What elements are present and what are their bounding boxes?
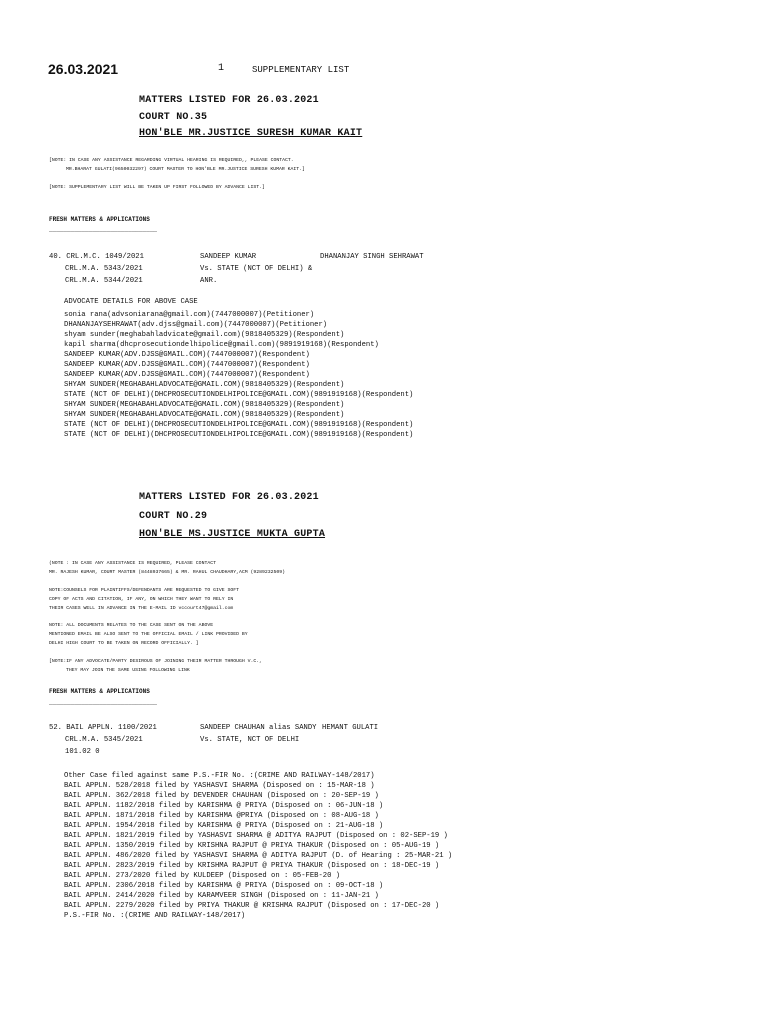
advocate-detail-line: DHANANJAYSEHRAWAT(adv.djss@gmail.com)(7447000007)(Petitioner) — [64, 321, 328, 329]
court2-matters-listed: MATTERS LISTED FOR 26.03.2021 — [139, 492, 319, 503]
advocate-detail-line: sonia rana(advsoniarana@gmail.com)(7447000007)(Petitioner) — [64, 311, 315, 319]
page-number: 1 — [218, 63, 225, 74]
court2-other-cases-list — [64, 771, 452, 921]
court1-section-rule: ______________________________ — [49, 226, 158, 233]
other-case-line: BAIL APPLN. 1871/2018 filed by KARISHMA @PRIYA (Disposed on : 08-AUG-18 ) — [64, 812, 379, 820]
other-case-line: P.S.-FIR No. :(CRIME AND RAILWAY-148/2017) — [64, 912, 246, 920]
advocate-detail-line: STATE (NCT OF DELHI)(DHCPROSECUTIONDELHIPOLICE@GMAIL.COM)(9891919168)(Respondent) — [64, 421, 414, 429]
court1-case-advocate: DHANANJAY SINGH SEHRAWAT — [320, 253, 424, 261]
other-case-line: BAIL APPLN. 1350/2019 filed by KRISHNA RAJPUT @ PRIYA THAKUR (Disposed on : 05-AUG-19 ) — [64, 842, 440, 850]
court1-court-number: COURT NO.35 — [139, 112, 208, 123]
other-case-line: BAIL APPLN. 486/2020 filed by YASHASVI SHARMA @ ADITYA RAJPUT (D. of Hearing : 25-MAR-21 ) — [64, 852, 453, 860]
advocate-detail-line: SHYAM SUNDER(MEGHABAHLADVOCATE@GMAIL.COM)(9818405329)(Respondent) — [64, 381, 345, 389]
other-case-line: BAIL APPLN. 1954/2018 filed by KARISHMA @ PRIYA (Disposed on : 21-AUG-18 ) — [64, 822, 384, 830]
court1-advocate-details-title: ADVOCATE DETAILS FOR ABOVE CASE — [64, 298, 198, 306]
court1-case-parties: SANDEEP KUMAR Vs. STATE (NCT OF DELHI) & ANR. — [200, 253, 313, 285]
other-case-line: BAIL APPLN. 2823/2019 filed by KRISHMA RAJPUT @ PRIYA THAKUR (Disposed on : 18-DEC-19 ) — [64, 862, 440, 870]
court2-note-documents: NOTE: ALL DOCUMENTS RELATES TO THE CASE SENT ON THE ABOVE MENTIONED EMAIL BE ALSO SENT TO THE OFFICIAL EMAIL / LINK PROVIDED BY DELHI HIGH COURT TO BE TAKEN ON RECORD OFFICIALLY. ] — [49, 623, 248, 646]
court1-judge-name: HON'BLE MR.JUSTICE SURESH KUMAR KAIT — [139, 128, 363, 139]
court2-case-advocate: HEMANT GULATI — [322, 724, 379, 732]
court1-case-number: 40. CRL.M.C. 1049/2021 CRL.M.A. 5343/2021 CRL.M.A. 5344/2021 — [49, 253, 144, 285]
list-type: SUPPLEMENTARY LIST — [252, 65, 350, 75]
court2-note-soft-copy: NOTE:COUNSELS FOR PLAINTIFFS/DEFENDANTS ARE REQUESTED TO GIVE SOFT COPY OF ACTS AND CITATION, IF ANY, ON WHICH THEY WANT TO RELY IN THEIR CASES WELL IN ADVANCE IN THE E-MAIL ID vccourt47@gmail.com — [49, 588, 239, 611]
court2-case-parties: SANDEEP CHAUHAN alias SANDY Vs. STATE, NCT OF DELHI — [200, 724, 317, 744]
advocate-detail-line: SANDEEP KUMAR(ADV.DJSS@GMAIL.COM)(7447000007)(Respondent) — [64, 351, 310, 359]
advocate-detail-line: STATE (NCT OF DELHI)(DHCPROSECUTIONDELHIPOLICE@GMAIL.COM)(9891919168)(Respondent) — [64, 391, 414, 399]
court2-court-number: COURT NO.29 — [139, 511, 208, 522]
advocate-detail-line: SHYAM SUNDER(MEGHABAHLADVOCATE@GMAIL.COM)(9818405329)(Respondent) — [64, 401, 345, 409]
advocate-detail-line: SHYAM SUNDER(MEGHABAHLADVOCATE@GMAIL.COM)(9818405329)(Respondent) — [64, 411, 345, 419]
advocate-detail-line: SANDEEP KUMAR(ADV.DJSS@GMAIL.COM)(7447000007)(Respondent) — [64, 371, 310, 379]
advocate-detail-line: STATE (NCT OF DELHI)(DHCPROSECUTIONDELHIPOLICE@GMAIL.COM)(9891919168)(Respondent) — [64, 431, 414, 439]
other-case-line: BAIL APPLN. 2306/2018 filed by KARISHMA @ PRIYA (Disposed on : 09-OCT-18 ) — [64, 882, 384, 890]
other-case-line: BAIL APPLN. 362/2018 filed by DEVENDER CHAUHAN (Disposed on : 20-SEP-19 ) — [64, 792, 379, 800]
other-case-line: BAIL APPLN. 1821/2019 filed by YASHASVI SHARMA @ ADITYA RAJPUT (Disposed on : 02-SEP-19 ) — [64, 832, 448, 840]
other-case-line: BAIL APPLN. 2414/2020 filed by KARAMVEER SINGH (Disposed on : 11-JAN-21 ) — [64, 892, 379, 900]
advocate-detail-line: SANDEEP KUMAR(ADV.DJSS@GMAIL.COM)(7447000007)(Respondent) — [64, 361, 310, 369]
other-case-line: BAIL APPLN. 1182/2018 filed by KARISHMA @ PRIYA (Disposed on : 06-JUN-18 ) — [64, 802, 384, 810]
court2-judge-name: HON'BLE MS.JUSTICE MUKTA GUPTA — [139, 529, 326, 540]
other-case-line: BAIL APPLN. 528/2018 filed by YASHASVI SHARMA (Disposed on : 15-MAR-18 ) — [64, 782, 375, 790]
advocate-detail-line: shyam sunder(meghabahladvicate@gmail.com)(9818405329)(Respondent) — [64, 331, 345, 339]
court1-matters-listed: MATTERS LISTED FOR 26.03.2021 — [139, 95, 319, 106]
court2-section-rule: ______________________________ — [49, 699, 158, 706]
court1-note-supplementary: [NOTE: SUPPLEMENTARY LIST WILL BE TAKEN UP FIRST FOLLOWED BY ADVANCE LIST.] — [49, 185, 265, 190]
other-case-line: Other Case filed against same P.S.-FIR No. :(CRIME AND RAILWAY-148/2017) — [64, 772, 375, 780]
court1-advocate-details-list — [64, 310, 413, 440]
other-case-line: BAIL APPLN. 2279/2020 filed by PRIYA THAKUR @ KRISHMA RAJPUT (Disposed on : 17-DEC-20 ) — [64, 902, 440, 910]
other-case-line: BAIL APPLN. 273/2020 filed by KULDEEP (Disposed on : 05-FEB-20 ) — [64, 872, 341, 880]
list-date: 26.03.2021 — [48, 61, 119, 77]
court2-note-assistance: (NOTE : IN CASE ANY ASSISTANCE IS REQUIRED, PLEASE CONTACT MR. RAJESH KUMAR, COURT MASTER (8448937665) & MR. RAHUL CHAUDHARY,ACM (9289232509) — [49, 561, 286, 575]
court2-case-number: 52. BAIL APPLN. 1100/2021 CRL.M.A. 5345/2021 101.02 0 — [49, 724, 157, 756]
court1-section-title: FRESH MATTERS & APPLICATIONS — [49, 216, 150, 223]
court2-note-vc-link: [NOTE:IF ANY ADVOCATE/PARTY DESIROUS OF JOINING THEIR MATTER THROUGH V.C., THEY MAY JOIN THE SAME USING FOLLOWING LINK — [49, 659, 263, 673]
court1-note-assistance: [NOTE: IN CASE ANY ASSISTANCE REGARDING VIRTUAL HEARING IS REQUIRED,, PLEASE CONTACT. MR.BHARAT GULATI(9650032297) COURT MASTER TO HON'BLE MR.JUSTICE SURESH KUMAR KAIT.] — [49, 158, 305, 172]
court2-section-title: FRESH MATTERS & APPLICATIONS — [49, 688, 150, 695]
advocate-detail-line: kapil sharma(dhcprosecutiondelhipolice@gmail.com)(9891919168)(Respondent) — [64, 341, 379, 349]
